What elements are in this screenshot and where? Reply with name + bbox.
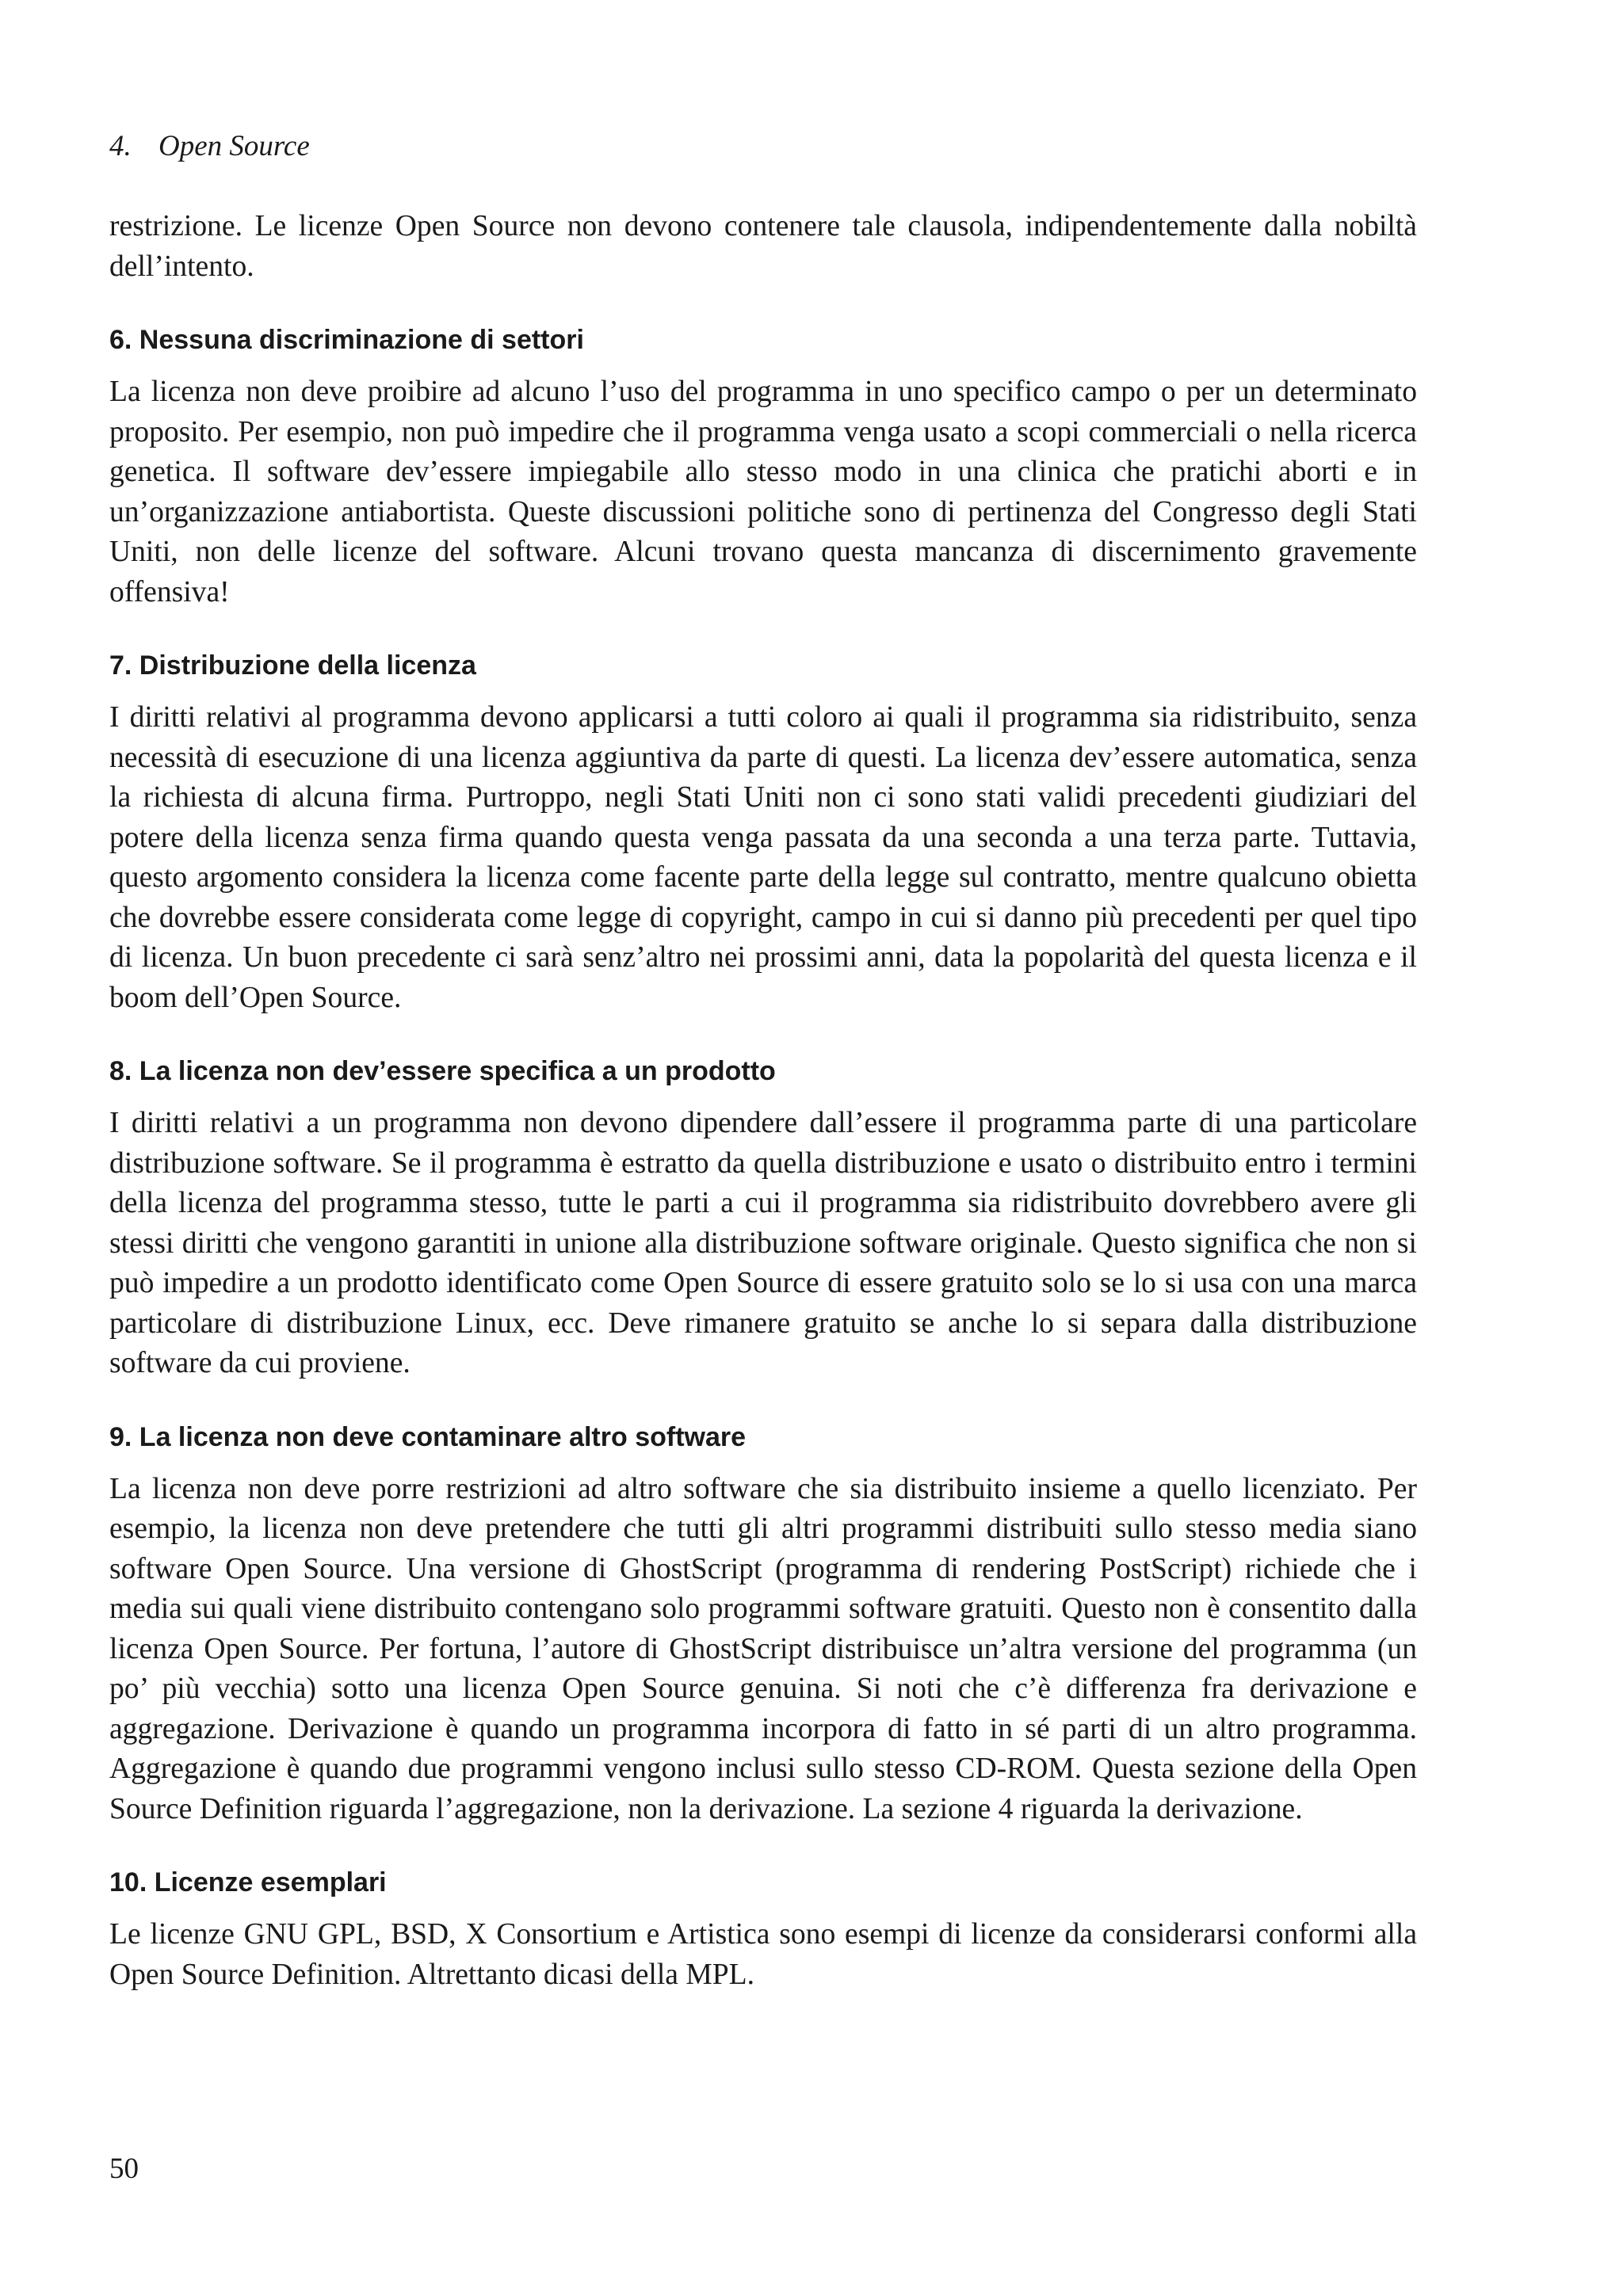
section-body: La licenza non deve proibire ad alcuno l’uso del programma in uno specifico campo o per un determinato proposito. Per esempio, non può impedire che il programma venga usato a scopi commerciali o nella ricerca genetica. Il software dev’essere impiegabile allo stesso modo in una clinica che pratichi aborti e in un’organizzazione antiabortista. Queste discussioni politiche sono di pertinenza del Congresso degli Stati Uniti, non delle licenze del software. Alcuni trovano questa mancanza di discernimento gravemente offensiva! <box>109 376 1417 608</box>
section-body: Le licenze GNU GPL, BSD, X Consortium e Artistica sono esempi di licenze da considerarsi conformi alla Open Source Definition. Altrettanto dicasi della MPL. <box>109 1918 1417 1991</box>
running-head <box>109 127 1417 166</box>
section-heading: 6. Nessuna discriminazione di settori <box>109 325 584 355</box>
section-8 <box>109 1053 1417 1384</box>
section-10 <box>109 1864 1417 1995</box>
chapter-title: Open Source <box>158 130 310 162</box>
chapter-number: 4. <box>109 130 132 162</box>
section-heading: 10. Licenze esemplari <box>109 1867 387 1897</box>
section-body: I diritti relativi a un programma non devono dipendere dall’essere il programma parte di una particolare distribuzione software. Se il programma è estratto da quella distribuzione e usato o distribuito entro i termini della licenza del programma stesso, tutte le parti a cui il programma sia ridistribuito dovrebbero avere gli stessi diritti che vengono garantiti in unione alla distribuzione software originale. Questo significa che non si può impedire a un prodotto identificato come Open Source di essere gratuito solo se lo si usa con una marca particolare di distribuzione Linux, ecc. Deve rimanere gratuito se anche lo si separa dalla distribuzione software da cui proviene. <box>109 1107 1417 1379</box>
section-7 <box>109 647 1417 1018</box>
section-body: I diritti relativi al programma devono applicarsi a tutti coloro ai quali il programma sia ridistribuito, senza necessità di esecuzione di una licenza aggiuntiva da parte di questi. La licenza dev’essere automatica, senza la richiesta di alcuna firma. Purtroppo, negli Stati Uniti non ci sono stati validi precedenti giudiziari del potere della licenza senza firma quando questa venga passata da una seconda a una terza parte. Tuttavia, questo argomento considera la licenza come facente parte della legge sul contratto, mentre qualcuno obietta che dovrebbe essere considerata come legge di copyright, campo in cui si danno più precedenti per quel tipo di licenza. Un buon precedente ci sarà senz’altro nei prossimi anni, data la popolarità del questa licenza e il boom dell’Open Source. <box>109 701 1417 1014</box>
book-page <box>109 127 1417 2234</box>
section-heading: 7. Distribuzione della licenza <box>109 650 476 681</box>
section-heading: 8. La licenza non dev’essere specifica a un prodotto <box>109 1056 776 1086</box>
page-number: 50 <box>109 2153 139 2185</box>
section-heading: 9. La licenza non deve contaminare altro software <box>109 1421 747 1452</box>
section-9 <box>109 1419 1417 1830</box>
intro-paragraph: restrizione. Le licenze Open Source non devono contenere tale clausola, indipendentemente dalla nobiltà dell’intento. <box>109 210 1417 283</box>
section-6 <box>109 322 1417 612</box>
section-body: La licenza non deve porre restrizioni ad altro software che sia distribuito insieme a quello licenziato. Per esempio, la licenza non deve pretendere che tutti gli altri programmi distribuiti sullo stesso media siano software Open Source. Una versione di GhostScript (programma di rendering PostScript) richiede che i media sui quali viene distribuito contengano solo programmi software gratuiti. Questo non è consentito dalla licenza Open Source. Per fortuna, l’autore di GhostScript distribuisce un’altra versione del programma (un po’ più vecchia) sotto una licenza Open Source genuina. Si noti che c’è differenza fra derivazione e aggregazione. Derivazione è quando un programma incorpora di fatto in sé parti di un altro programma. Aggregazione è quando due programmi vengono inclusi sullo stesso CD-ROM. Questa sezione della Open Source Definition riguarda l’aggregazione, non la derivazione. La sezione 4 riguarda la derivazione. <box>109 1472 1417 1825</box>
